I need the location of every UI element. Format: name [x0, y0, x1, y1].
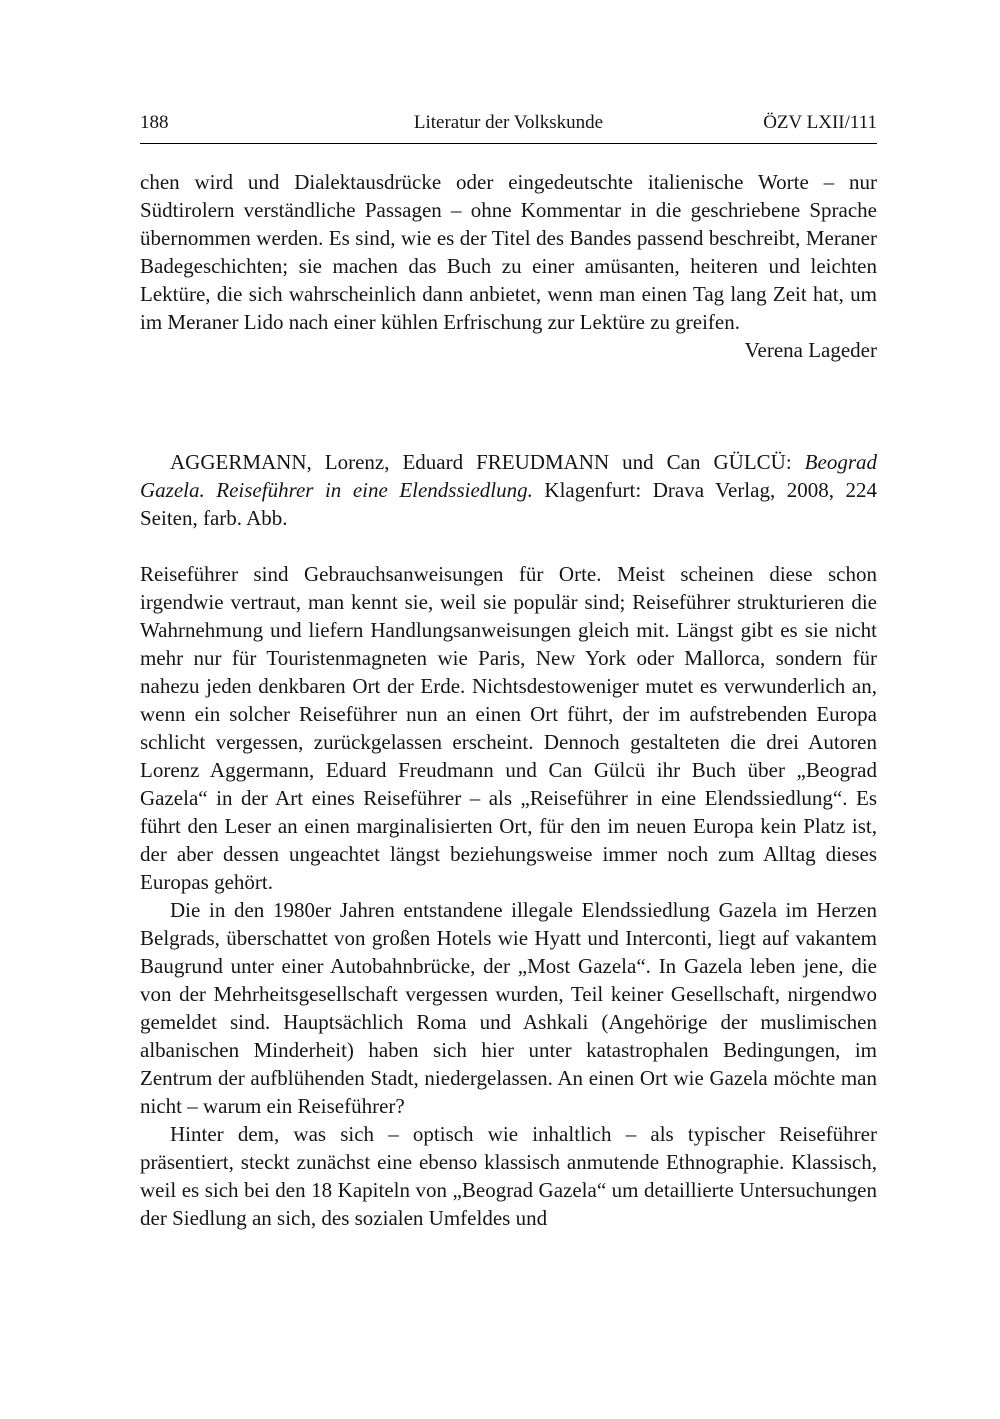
- journal-page: [140, 112, 877, 1232]
- review-body: [140, 560, 877, 1232]
- page-header: [140, 112, 877, 144]
- book-citation: [140, 448, 877, 532]
- previous-review-text: chen wird und Dialektausdrücke oder eingedeutschte italienische Worte – nur Südtirolern verständliche Passagen – ohne Kommentar in die geschriebene Sprache übernommen werden. Es sind, wie es der Titel des Bandes passend beschreibt, Meraner Badegeschichten; sie machen das Buch zu einer amüsanten, heiteren und leichten Lektüre, die sich wahrscheinlich dann anbietet, wenn man einen Tag lang Zeit hat, um im Meraner Lido nach einer kühlen Erfrischung zur Lektüre zu greifen.: [140, 170, 877, 334]
- page-number: 188: [140, 112, 169, 133]
- citation-publication: Klagenfurt: Drava Verlag, 2008, 224 Seiten, farb. Abb.: [140, 478, 877, 530]
- reviewer-signature: Verena Lageder: [744, 338, 877, 362]
- citation-title: Beograd Gazela. Reiseführer in eine Elendssiedlung.: [140, 450, 877, 502]
- review-paragraph: Hinter dem, was sich – optisch wie inhaltlich – als typischer Reiseführer präsentiert, steckt zunächst eine ebenso klassisch anmutende Ethnographie. Klassisch, weil es sich bei den 18 Kapiteln von „Beograd Gazela“ um detaillierte Untersuchungen der Siedlung an sich, des sozialen Umfeldes und: [140, 1122, 877, 1230]
- issue-label: ÖZV LXII/111: [763, 112, 877, 133]
- journal-title: Literatur der Volkskunde: [413, 112, 604, 133]
- citation-authors: AGGERMANN, Lorenz, Eduard FREUDMANN und Can GÜLCÜ:: [170, 450, 805, 474]
- review-paragraph: Die in den 1980er Jahren entstandene illegale Elendssiedlung Gazela im Herzen Belgrads, überschattet von großen Hotels wie Hyatt und Interconti, liegt auf vakantem Baugrund unter einer Autobahnbrücke, der „Most Gazela“. In Gazela leben jene, die von der Mehrheitsgesellschaft vergessen wurden, Teil keiner Gesellschaft, nirgendwo gemeldet sind. Hauptsächlich Roma und Ashkali (Angehörige der muslimischen albanischen Minderheit) haben sich hier unter katastrophalen Bedingungen, im Zentrum der aufblühenden Stadt, niedergelassen. An einen Ort wie Gazela möchte man nicht – warum ein Reiseführer?: [140, 898, 877, 1118]
- review-paragraph: Reiseführer sind Gebrauchsanweisungen für Orte. Meist scheinen diese schon irgendwie vertraut, man kennt sie, weil sie populär sind; Reiseführer strukturieren die Wahrnehmung und liefern Handlungsanweisungen gleich mit. Längst gibt es sie nicht mehr nur für Touristenmagneten wie Paris, New York oder Mallorca, sondern für nahezu jeden denkbaren Ort der Erde. Nichtsdestoweniger mutet es verwunderlich an, wenn ein solcher Reiseführer nun an einen Ort führt, der im aufstrebenden Europa schlicht vergessen, zurückgelassen erscheint. Dennoch gestalteten die drei Autoren Lorenz Aggermann, Eduard Freudmann und Can Gülcü ihr Buch über „Beograd Gazela“ in der Art eines Reiseführer – als „Reiseführer in eine Elendssiedlung“. Es führt den Leser an einen marginalisierten Ort, für den im neuen Europa kein Platz ist, der aber dessen ungeachtet längst beziehungsweise immer noch zum Alltag dieses Europas gehört.: [140, 562, 877, 894]
